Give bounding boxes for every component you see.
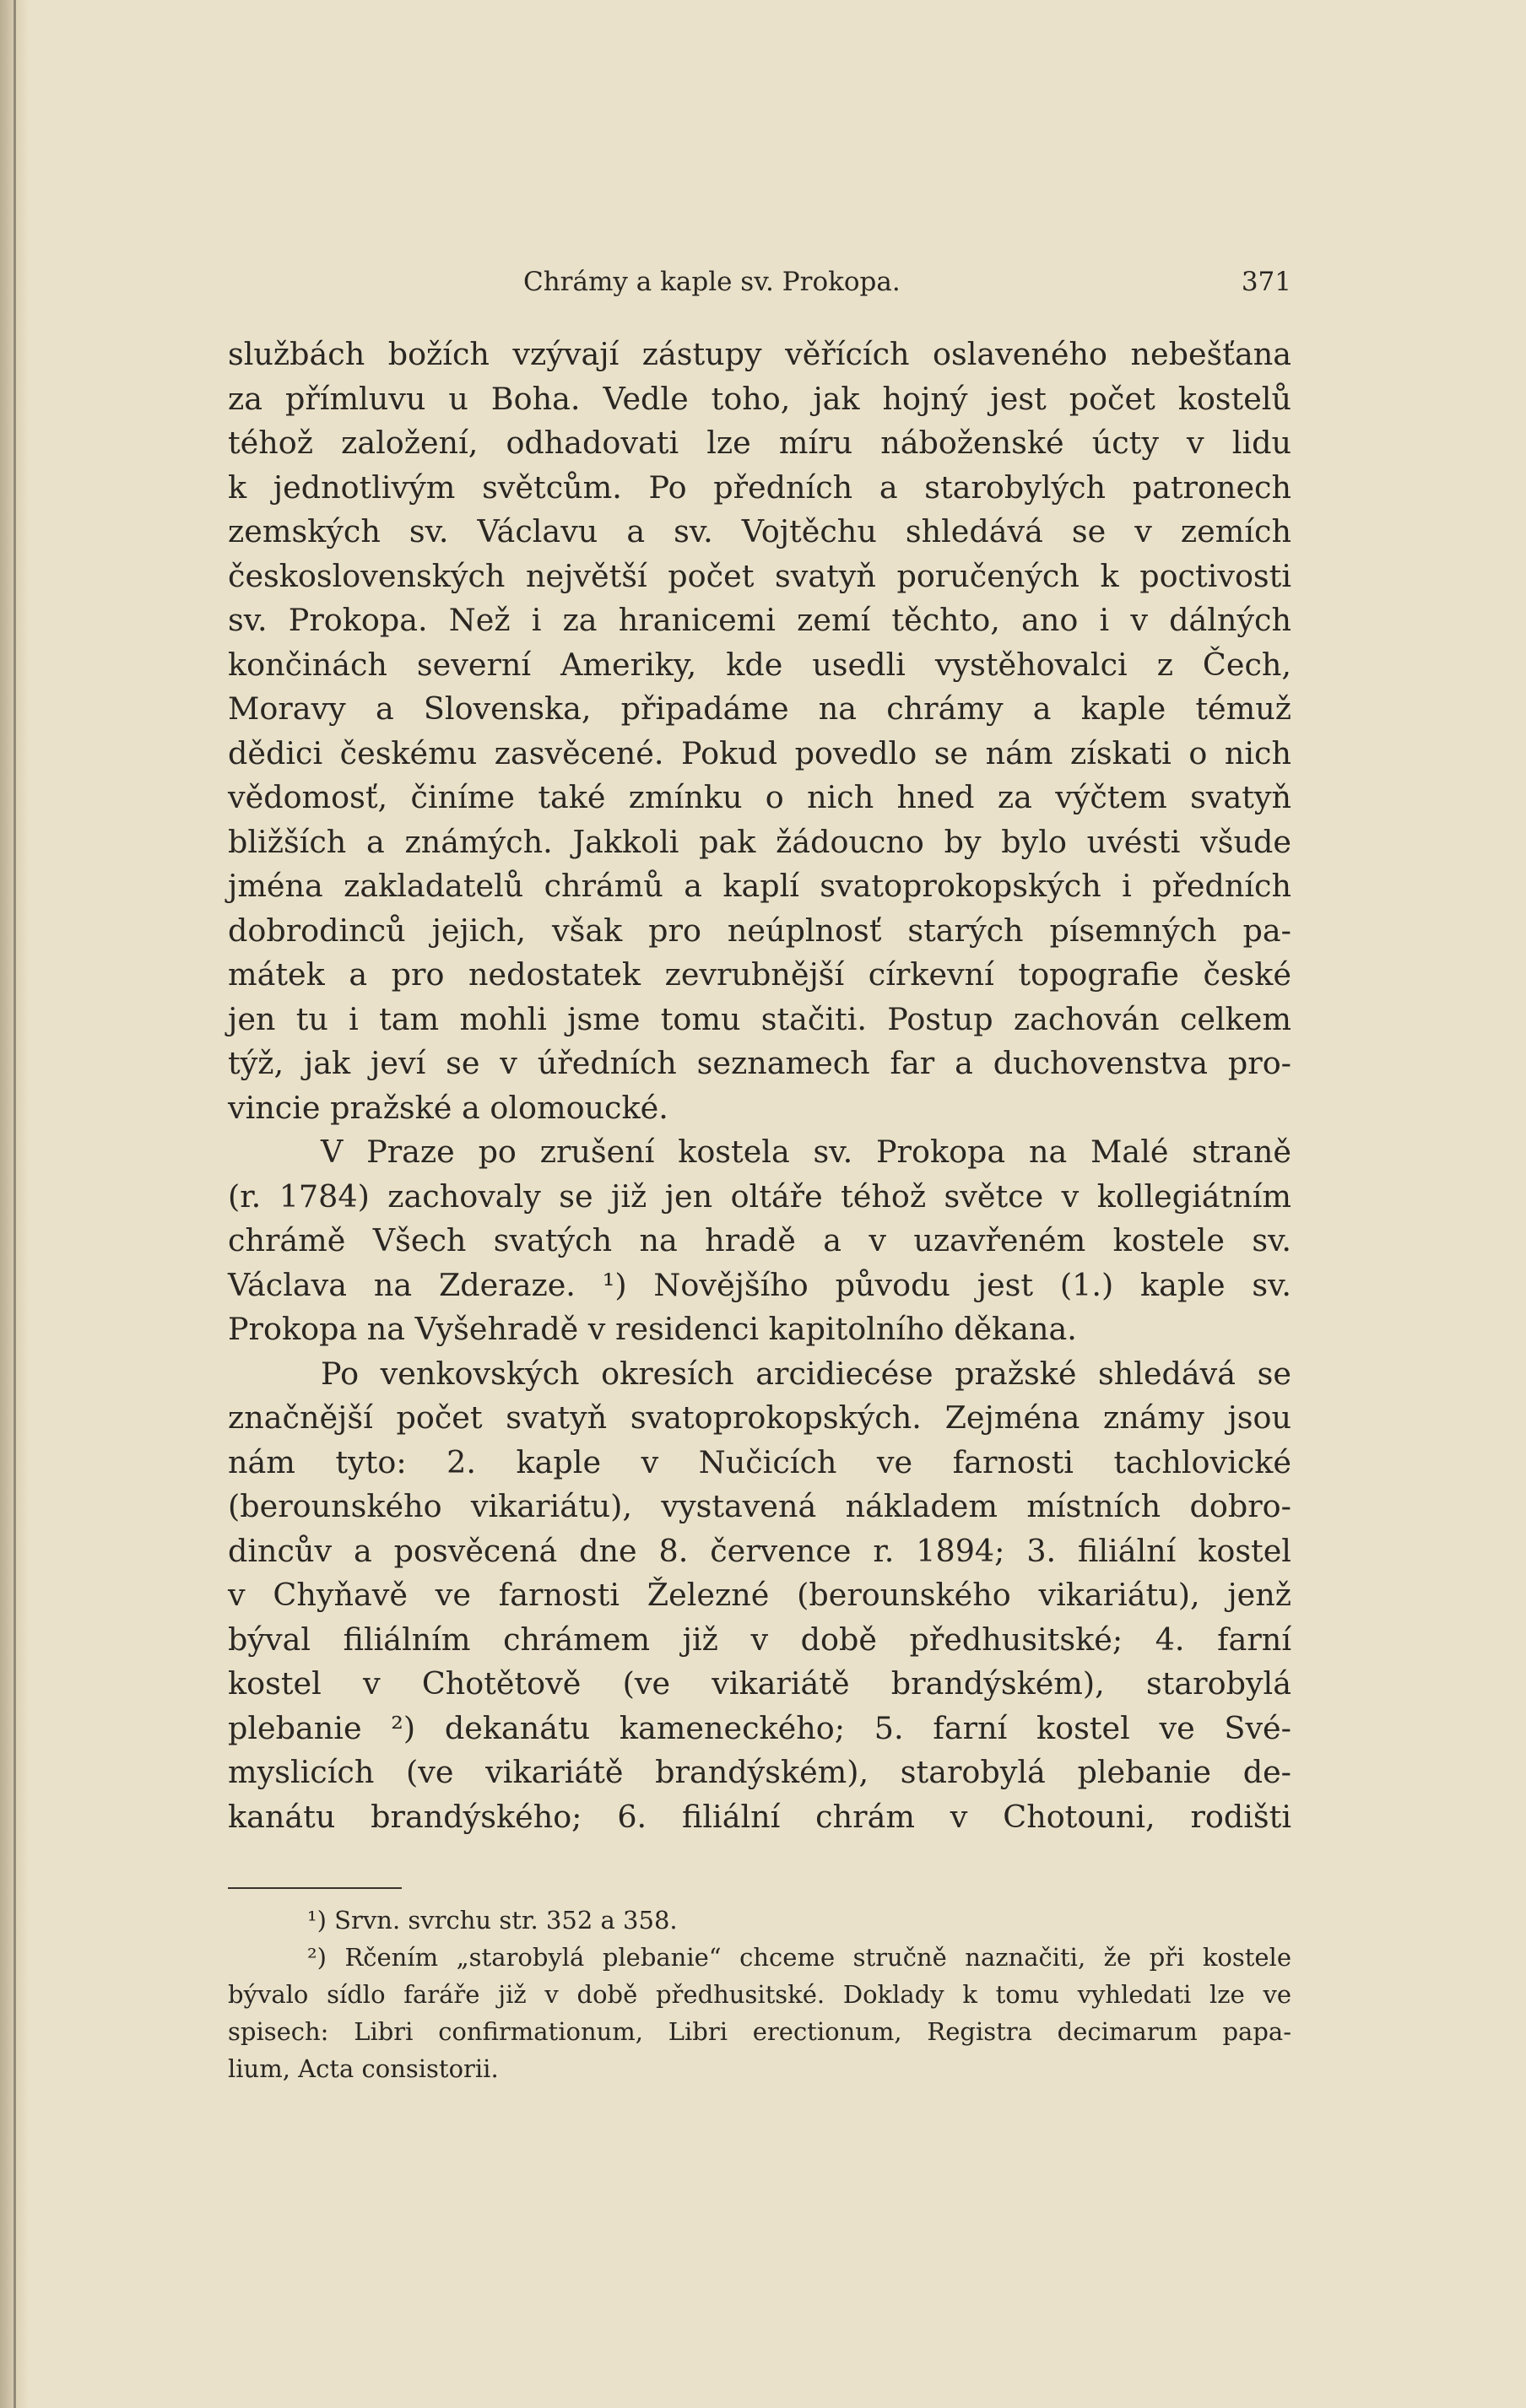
body-line: bližších a známých. Jakkoli pak žádoucno by bylo uvésti všude: [228, 823, 1291, 860]
body-line: vincie pražské a olomoucké.: [228, 1089, 668, 1126]
body-line: dincův a posvěcená dne 8. července r. 1894; 3. filiální kostel: [228, 1532, 1291, 1569]
body-line: (r. 1784) zachovaly se již jen oltáře téhož světce v kollegiátním: [228, 1177, 1291, 1215]
body-line: Po venkovských okresích arcidiecése pražské shledává se: [321, 1355, 1291, 1392]
footnote-divider: [228, 1887, 402, 1889]
body-text: [228, 333, 1291, 1839]
body-line: službách božích vzývají zástupy věřících oslaveného nebešťana: [228, 336, 1291, 372]
running-title: Chrámy a kaple sv. Prokopa.: [523, 267, 901, 297]
body-line: býval filiálním chrámem již v době předhusitské; 4. farní: [228, 1621, 1291, 1658]
body-line: Moravy a Slovenska, připadáme na chrámy a kaple témuž: [228, 690, 1291, 727]
body-line: dědici českému zasvěcené. Pokud povedlo se nám získati o nich: [228, 734, 1291, 771]
footnote-line: spisech: Libri confirmationum, Libri erectionum, Registra decimarum papa-: [228, 2017, 1291, 2046]
body-line: V Praze po zrušení kostela sv. Prokopa na Malé straně: [321, 1134, 1291, 1170]
body-line: plebanie ²) dekanátu kameneckého; 5. farní kostel ve Své-: [228, 1709, 1291, 1746]
body-line: kostel v Chotětově (ve vikariátě brandýském), starobylá: [228, 1665, 1291, 1702]
body-line: dobrodinců jejich, však pro neúplnosť starých písemných pa-: [228, 912, 1291, 949]
body-line: chrámě Všech svatých na hradě a v uzavřeném kostele sv.: [228, 1222, 1291, 1258]
footnotes: [228, 1902, 1291, 2087]
body-line: jen tu i tam mohli jsme tomu stačiti. Postup zachován celkem: [228, 1000, 1291, 1037]
body-line: Prokopa na Vyšehradě v residenci kapitolního děkana.: [228, 1311, 1077, 1347]
body-line: československých největší počet svatyň poručených k poctivosti: [228, 557, 1291, 594]
body-line: zemských sv. Václavu a sv. Vojtěchu shledává se v zemích: [228, 513, 1291, 549]
body-line: Václava na Zderaze. ¹) Novějšího původu jest (1.) kaple sv.: [228, 1266, 1291, 1303]
body-line: jména zakladatelů chrámů a kaplí svatoprokopských i předních: [228, 868, 1291, 904]
body-line: nám tyto: 2. kaple v Nučicích ve farnosti tachlovické: [228, 1443, 1291, 1480]
footnote-line: bývalo sídlo faráře již v době předhusitské. Doklady k tomu vyhledati lze ve: [228, 1980, 1291, 2009]
body-line: k jednotlivým světcům. Po předních a starobylých patronech: [228, 468, 1291, 506]
footnote-line: lium, Acta consistorii.: [228, 2054, 499, 2083]
body-line: mátek a pro nedostatek zevrubnější církevní topografie české: [228, 956, 1291, 993]
binding-edge: [14, 0, 16, 2408]
body-line: myslicích (ve vikariátě brandýském), starobylá plebanie de-: [228, 1754, 1291, 1790]
body-line: vědomosť, činíme také zmínku o nich hned za výčtem svatyň: [228, 779, 1291, 815]
body-line: za přímluvu u Boha. Vedle toho, jak hojný jest počet kostelů: [228, 380, 1291, 417]
body-line: téhož založení, odhadovati lze míru náboženské úcty v lidu: [228, 425, 1291, 461]
footnote-line: ²) Rčením „starobylá plebanie“ chceme stručně naznačiti, že při kostele: [307, 1943, 1291, 1972]
body-line: sv. Prokopa. Než i za hranicemi zemí těchto, ano i v dálných: [228, 602, 1291, 638]
body-line: značnější počet svatyň svatoprokopských. Zejména známy jsou: [228, 1399, 1291, 1436]
body-line: (berounského vikariátu), vystavená nákladem místních dobro-: [228, 1488, 1291, 1524]
body-line: týž, jak jeví se v úředních seznamech far a duchovenstva pro-: [228, 1045, 1291, 1081]
page-number: 371: [1241, 267, 1291, 297]
body-line: končinách severní Ameriky, kde usedli vystěhovalci z Čech,: [228, 646, 1291, 683]
body-line: kanátu brandýského; 6. filiální chrám v Chotouni, rodišti: [228, 1798, 1291, 1835]
footnote-line: ¹) Srvn. svrchu str. 352 a 358.: [307, 1906, 678, 1935]
body-line: v Chyňavě ve farnosti Železné (berounského vikariátu), jenž: [228, 1577, 1291, 1613]
running-header: [228, 263, 1291, 302]
